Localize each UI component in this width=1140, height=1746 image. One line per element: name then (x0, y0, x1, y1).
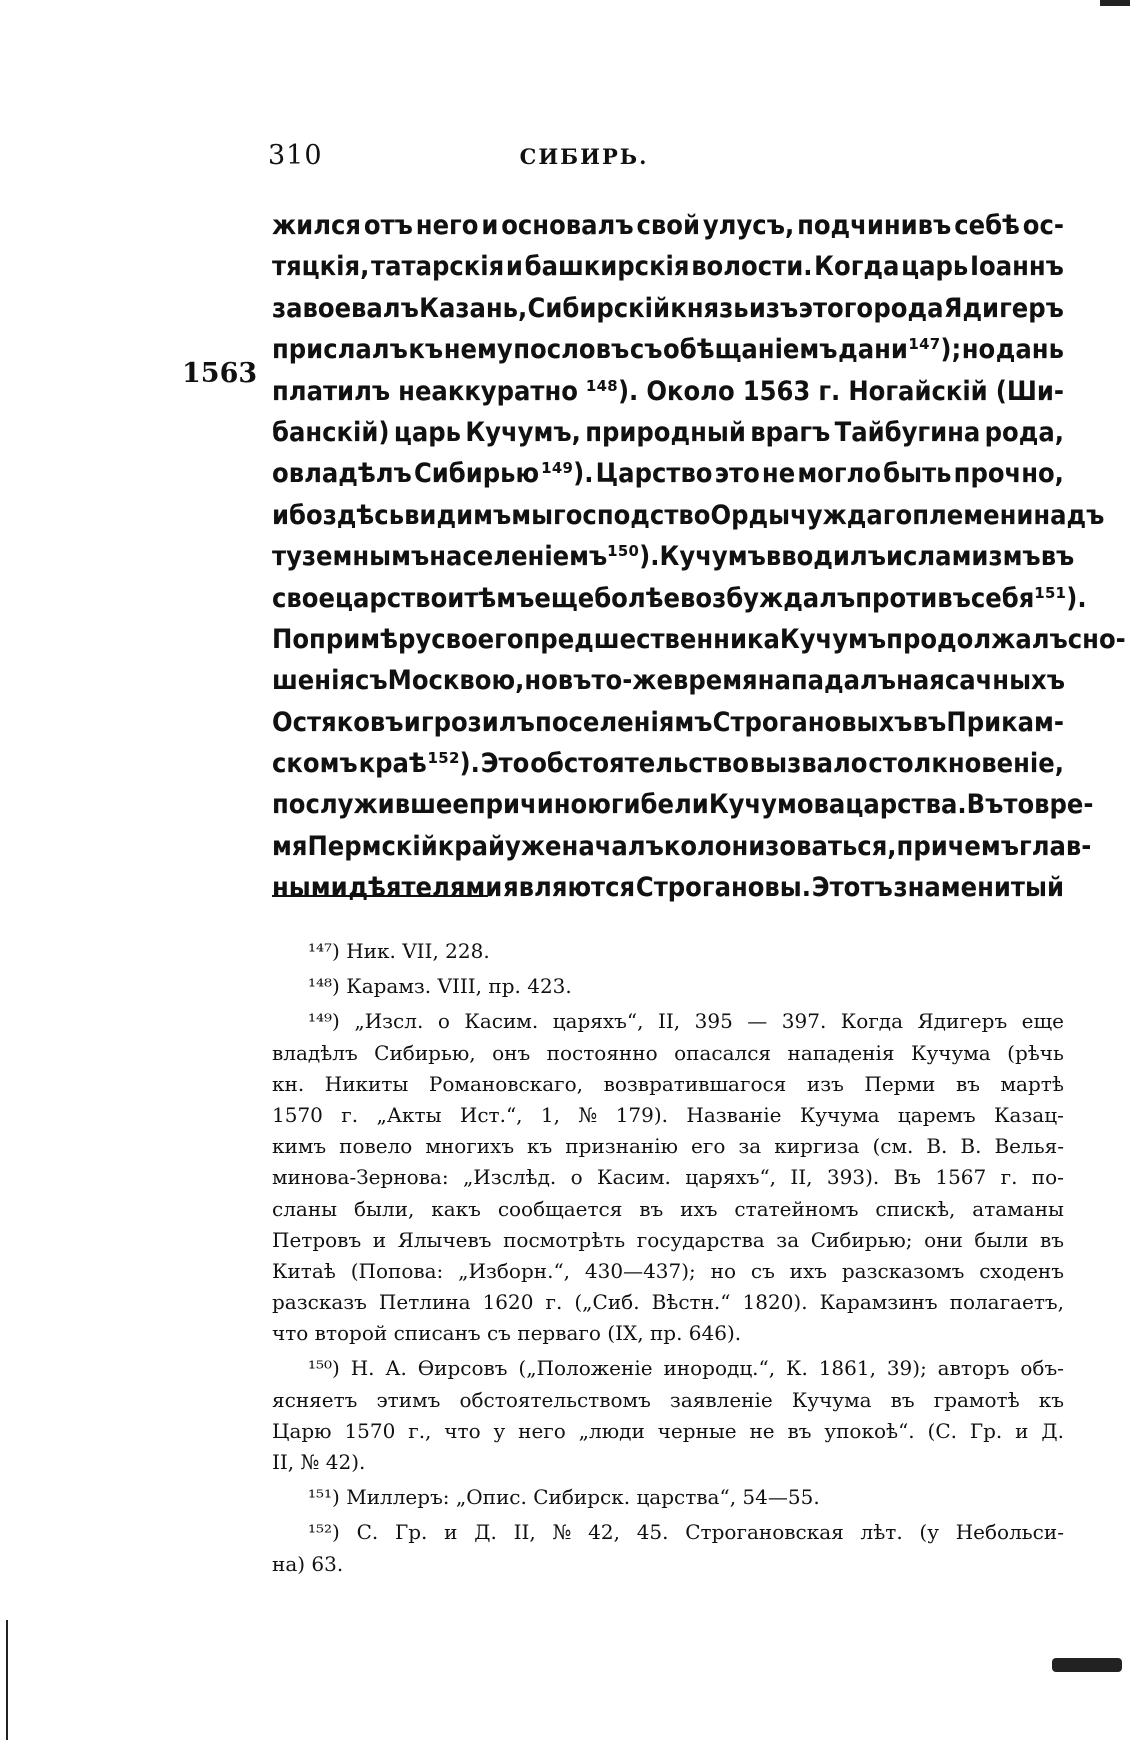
main-text (272, 205, 1126, 909)
text-line: послужившее причиною гибели Кучумова царства. Въ то вре- (272, 789, 1094, 821)
footnote-line: II, № 42). (272, 1450, 366, 1474)
footnote-line: ¹⁵¹) Миллеръ: „Опис. Сибирск. царства“, 54—55. (308, 1485, 820, 1510)
text-line: прислалъ къ нему пословъ съ обѣщаніемъ дани ¹⁴⁷); но дань (272, 334, 1064, 366)
text-line: овладѣлъ Сибирью ¹⁴⁹). Царство это не могло быть прочно, (272, 458, 1064, 490)
text-line: шенія съ Москвою, но въ то-же время нападалъ на ясачныхъ (272, 665, 1065, 697)
text-line: мя Пермскій край уже началъ колонизоваться, причемъ глав- (272, 830, 1092, 862)
footnote-line: ¹⁴⁸) Карамз. VIII, пр. 423. (308, 974, 572, 999)
footnote-line: владѣлъ Сибирью, онъ постоянно опасался нападенія Кучума (рѣчь (272, 1040, 1064, 1065)
footnote-line: Петровъ и Ялычевъ посмотрѣть государства за Сибирью; они были въ (272, 1227, 1064, 1252)
footnote-line: ¹⁵⁰) Н. А. Өирсовъ („Положеніе инородц.“, К. 1861, 39); авторъ объ- (308, 1356, 1064, 1381)
page-number: 310 (268, 140, 323, 171)
text-line: завоевалъ Казань, Сибирскій князь изъ этого рода Ядигеръ (272, 292, 1064, 324)
scan-edge-mark (1052, 1658, 1122, 1672)
text-line: свое царство и тѣмъ еще болѣе возбуждалъ противъ себя ¹⁵¹). (272, 582, 1087, 614)
text-line: ными дѣятелями являются Строгановы. Этотъ знаменитый (272, 872, 1064, 904)
footnote-line: Китаѣ (Попова: „Изборн.“, 430—437); но съ ихъ разсказомъ сходенъ (272, 1258, 1064, 1283)
footnote-line: кимъ повело многихъ къ признанію его за киргиза (см. В. В. Велья- (272, 1134, 1064, 1159)
text-line: банскій) царь Кучумъ, природный врагъ Тайбугина рода, (272, 416, 1064, 448)
text-line: Остяковъ и грозилъ поселеніямъ Строгановыхъ въ Прикам- (272, 706, 1064, 738)
footnote-line: ¹⁴⁷) Ник. VII, 228. (308, 939, 490, 963)
footnote-line: сланы были, какъ сообщается въ ихъ статейномъ спискѣ, атаманы (272, 1196, 1064, 1221)
footnote-line: ¹⁵²) С. Гр. и Д. II, № 42, 45. Строгановская лѣт. (у Небольси- (308, 1520, 1064, 1545)
footnote-line: на) 63. (272, 1551, 344, 1576)
text-line: тяцкія, татарскія и башкирскія волости. Когда царь Іоаннъ (272, 251, 1064, 283)
text-line: жился отъ него и основалъ свой улусъ, подчинивъ себѣ ос- (272, 210, 1064, 241)
text-line: туземнымъ населеніемъ ¹⁵⁰). Кучумъ вводилъ исламизмъ въ (272, 541, 1075, 573)
footnote-line: Царю 1570 г., что у него „люди черные не въ упокоѣ“. (С. Гр. и Д. (272, 1418, 1064, 1443)
footnote-line: разсказъ Петлина 1620 г. („Сиб. Вѣстн.“ 1820). Карамзинъ полагаетъ, (272, 1290, 1064, 1315)
footnotes (272, 936, 1064, 1584)
footnote-line: минова-Зернова: „Изслѣд. о Касим. царяхъ“, II, 393). Въ 1567 г. по- (272, 1165, 1064, 1190)
margin-year-note: 1563 (182, 358, 258, 389)
footnote-line: кн. Никиты Романовскаго, возвратившагося изъ Перми въ мартѣ (272, 1071, 1064, 1096)
running-title: СИБИРЬ. (519, 144, 649, 169)
footnote-line: ясняетъ этимъ обстоятельствомъ заявленіе Кучума въ грамотѣ къ (272, 1387, 1064, 1412)
text-line: ибо здѣсь видимъ мы господство Орды чуждаго племени надъ (272, 499, 1105, 531)
text-line: скомъ краѣ ¹⁵²). Это обстоятельство вызвало столкновеніе, (272, 748, 1064, 780)
scan-edge-line (6, 1620, 8, 1740)
footnote-line: ¹⁴⁹) „Изсл. о Касим. царяхъ“, II, 395 — 397. Когда Ядигеръ еще (308, 1009, 1064, 1034)
footnote-line: 1570 г. „Акты Ист.“, 1, № 179). Названіе Кучума царемъ Казац- (272, 1102, 1064, 1127)
text-line: По примѣру своего предшественника Кучумъ продолжалъ сно- (272, 623, 1126, 655)
footnote-separator (272, 895, 488, 897)
scan-specks (1100, 0, 1130, 6)
footnote-line: что второй списанъ съ перваго (IX, пр. 646). (272, 1321, 742, 1346)
text-line: платилъ неаккуратно ¹⁴⁸). Около 1563 г. Ногайскій (Ши- (272, 375, 1064, 407)
